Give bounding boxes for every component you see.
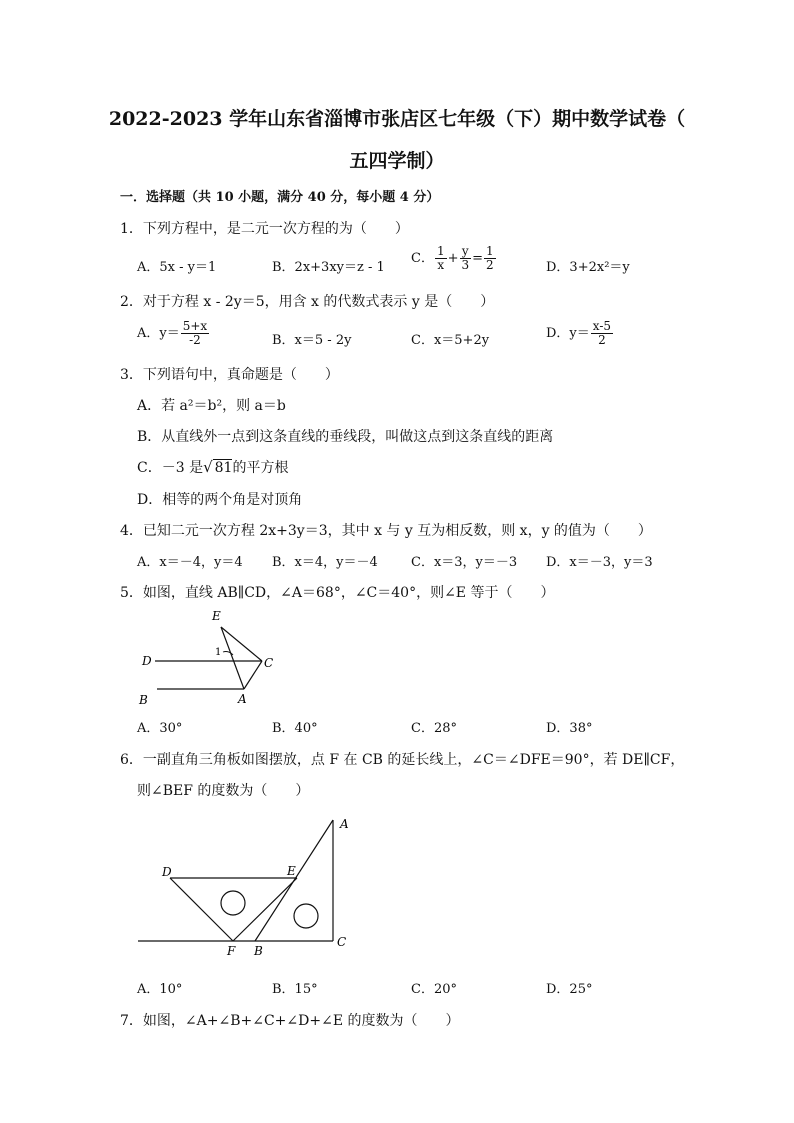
label-a: A <box>340 817 349 831</box>
q5-option-c: C．28° <box>411 721 457 736</box>
section-heading: 一．选择题（共 10 小题，满分 40 分，每小题 4 分） <box>120 190 440 205</box>
q3-option-b: B．从直线外一点到这条直线的垂线段，叫做这点到这条直线的距离 <box>137 429 554 445</box>
triangle-hole-circle <box>221 891 245 915</box>
fraction <box>484 245 496 272</box>
fraction <box>460 245 472 272</box>
q3-stem: 3．下列语句中，真命题是（ ） <box>120 367 339 383</box>
q3-option-d: D．相等的两个角是对顶角 <box>137 492 303 508</box>
q6-figure <box>130 810 360 960</box>
radical-sign: √ <box>203 458 213 476</box>
label-b: B <box>139 693 148 707</box>
label-a: A <box>238 692 247 706</box>
label-c: C <box>264 656 274 670</box>
label-f: F <box>227 944 236 958</box>
q4-option-c: C．x＝3，y＝－3 <box>411 555 518 570</box>
segment-ca <box>244 661 262 689</box>
fraction-denominator: 2 <box>598 333 606 347</box>
plus-sign: + <box>447 251 459 266</box>
label-e: E <box>212 609 221 623</box>
fraction <box>591 320 613 347</box>
q6-option-b: B．15° <box>272 982 318 997</box>
fraction-numerator: 5+x <box>182 319 208 333</box>
q5-option-a: A．30° <box>137 721 183 736</box>
q7-stem: 7．如图，∠A+∠B+∠C+∠D+∠E 的度数为（ ） <box>120 1013 460 1029</box>
label-angle-1: 1 <box>215 647 222 658</box>
fraction-numerator: y <box>461 244 469 258</box>
fraction <box>435 245 447 272</box>
q5-stem: 5．如图，直线 AB∥CD，∠A＝68°，∠C＝40°，则∠E 等于（ ） <box>120 585 555 601</box>
q6-option-d: D．25° <box>546 982 593 997</box>
q3-option-c-suffix: 的平方根 <box>232 460 289 476</box>
q5-figure <box>130 605 290 710</box>
q1-option-c-prefix: C． <box>411 251 434 266</box>
fraction-numerator: 1 <box>486 244 494 258</box>
q1-option-c <box>411 245 497 272</box>
q6-stem-line2: 则∠BEF 的度数为（ ） <box>137 783 310 799</box>
q1-stem: 1．下列方程中，是二元一次方程的为（ ） <box>120 221 409 237</box>
fraction-denominator: -2 <box>189 333 201 347</box>
label-c: C <box>337 935 347 949</box>
triangle-hole-circle <box>294 904 318 928</box>
q2-option-d-prefix: D．y＝ <box>546 326 590 341</box>
q5-option-b: B．40° <box>272 721 318 736</box>
q4-option-d: D．x＝－3，y＝3 <box>546 555 653 570</box>
label-e: E <box>287 864 296 878</box>
equals-sign: = <box>472 251 484 266</box>
label-d: D <box>142 654 152 668</box>
q4-option-a: A．x＝－4，y＝4 <box>137 555 243 570</box>
q2-stem: 2．对于方程 x - 2y＝5，用含 x 的代数式表示 y 是（ ） <box>120 294 495 310</box>
q2-option-c: C．x＝5+2y <box>411 333 490 348</box>
label-b: B <box>254 944 263 958</box>
q1-option-d: D．3+2x²＝y <box>546 260 630 275</box>
fraction-numerator: x-5 <box>592 319 612 333</box>
q6-stem: 6．一副直角三角板如图摆放，点 F 在 CB 的延长线上，∠C＝∠DFE＝90°，若 DE∥CF， <box>120 752 685 768</box>
q2-option-d <box>546 320 614 347</box>
label-d: D <box>162 865 172 879</box>
fraction-numerator: 1 <box>436 244 445 258</box>
q6-option-c: C．20° <box>411 982 457 997</box>
radicand: 81 <box>214 460 233 476</box>
q5-option-d: D．38° <box>546 721 593 736</box>
q1-option-a: A．5x - y＝1 <box>137 260 217 275</box>
fraction-denominator: x <box>437 258 445 272</box>
q2-option-a <box>137 320 210 347</box>
fraction-denominator: 3 <box>461 258 470 272</box>
q2-option-a-prefix: A．y＝ <box>137 326 180 341</box>
fraction <box>181 320 209 347</box>
q3-option-c-prefix: C．－3 是 <box>137 460 204 476</box>
q3-option-c <box>137 457 288 477</box>
q3-option-a: A．若 a²＝b²，则 a＝b <box>137 398 286 414</box>
q4-option-b: B．x＝4，y＝－4 <box>272 555 378 570</box>
fraction-denominator: 2 <box>486 258 494 272</box>
q6-option-a: A．10° <box>137 982 183 997</box>
q2-option-b: B．x＝5 - 2y <box>272 333 352 348</box>
q4-stem: 4．已知二元一次方程 2x+3y＝3，其中 x 与 y 互为相反数，则 x，y 的值为（ ） <box>120 523 652 539</box>
exam-title-line2: 五四学制） <box>349 150 445 172</box>
exam-title-line1: 2022-2023 学年山东省淄博市张店区七年级（下）期中数学试卷（ <box>108 108 686 130</box>
q1-option-b: B．2x+3xy＝z - 1 <box>272 260 385 275</box>
